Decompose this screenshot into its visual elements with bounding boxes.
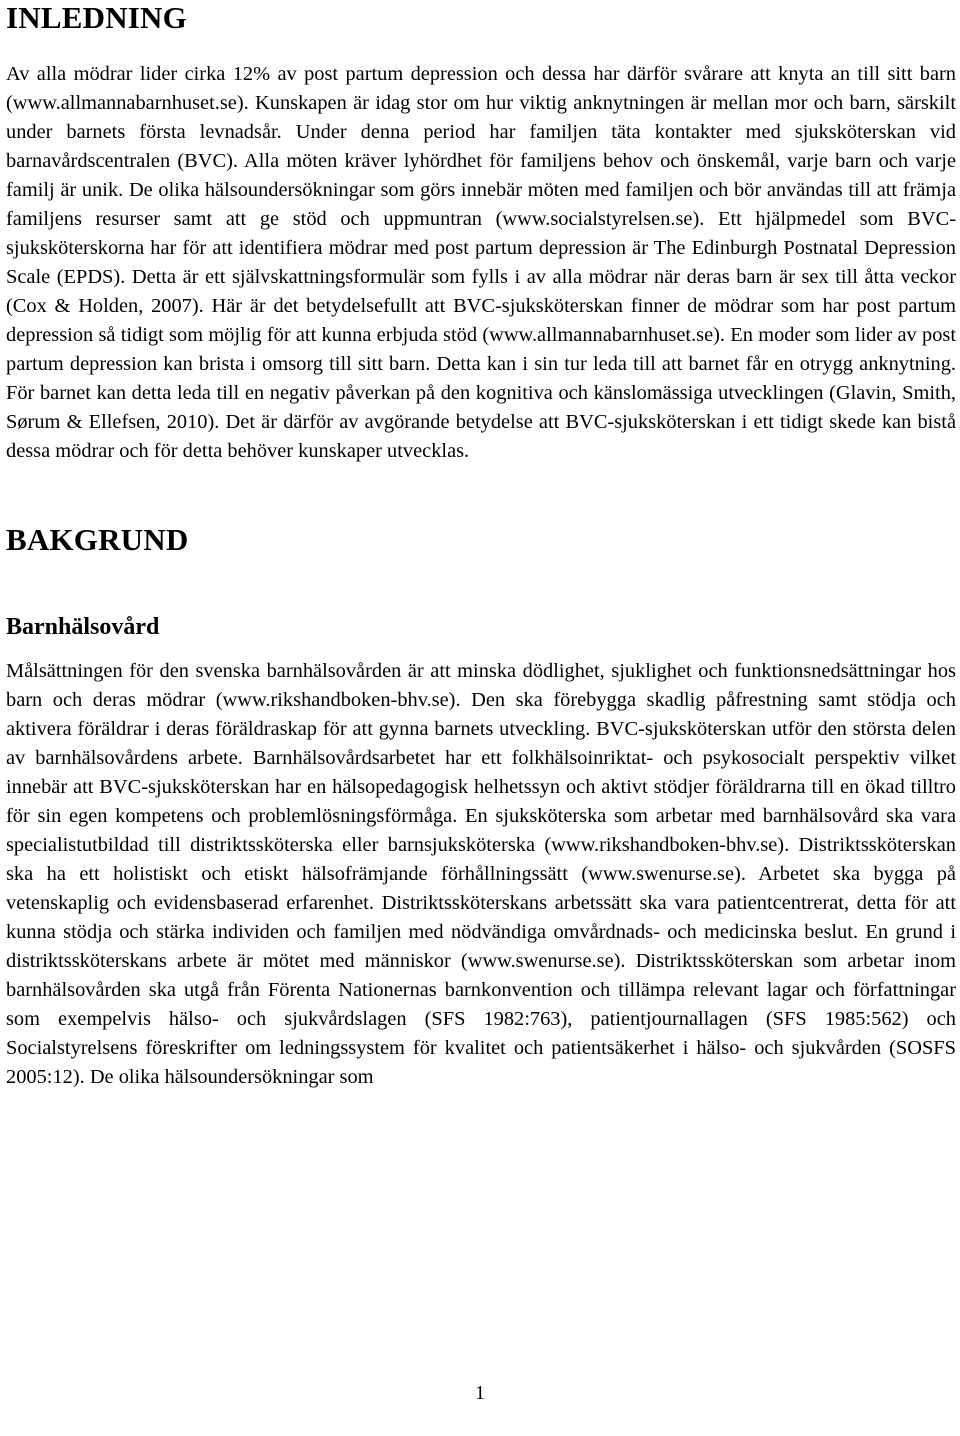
subsection-heading-barnhalsovard: Barnhälsovård: [6, 614, 160, 640]
page-number: 1: [475, 1382, 485, 1404]
section-heading-bakgrund: BAKGRUND: [6, 522, 189, 557]
section-heading-inledning: INLEDNING: [6, 0, 187, 35]
barnhalsovard-paragraph: Målsättningen för den svenska barnhälsovården är att minska dödlighet, sjuklighet och funktionsnedsättningar hos barn och deras mödrar (www.rikshandboken-bhv.se). Den ska förebygga skadlig påfrestning samt stödja och aktivera föräldrar i deras föräldraskap för att gynna barnets utveckling. BVC-sjuksköterskan utför den största delen av barnhälsovårdens arbete. Barnhälsovårdsarbetet har ett folkhälsoinriktat- och psykosocialt perspektiv vilket innebär att BVC-sjuksköterskan har en hälsopedagogisk helhetssyn och aktivt stödjer föräldrarna till en ökad tilltro för sin egen kompetens och problemlösningsförmåga. En sjuksköterska som arbetar med barnhälsovård ska vara specialistutbildad till distriktssköterska eller barnsjuksköterska (www.rikshandboken-bhv.se). Distriktssköterskan ska ha ett holistiskt och etiskt hälsofrämjande förhållningssätt (www.swenurse.se). Arbetet ska bygga på vetenskaplig och evidensbaserad erfarenhet. Distriktssköterskans arbetssätt ska vara patientcentrerat, detta för att kunna stödja och stärka individen och familjen med nödvändiga omvårdnads- och medicinska beslut. En grund i distriktssköterskans arbete är mötet med människor (www.swenurse.se). Distriktssköterskan som arbetar inom barnhälsovården ska utgå från Förenta Nationernas barnkonvention och tillämpa relevant lagar och författningar som exempelvis hälso- och sjukvårdslagen (SFS 1982:763), patientjournallagen (SFS 1985:562) och Socialstyrelsens föreskrifter om ledningssystem för kvalitet och patientsäkerhet i hälso- och sjukvården (SOSFS 2005:12). De olika hälsoundersökningar som: [6, 660, 956, 1088]
section-intro: [6, 0, 956, 466]
document-page: [6, 0, 956, 1092]
section-background: [6, 522, 956, 1092]
intro-paragraph: Av alla mödrar lider cirka 12% av post partum depression och dessa har därför svårare att knyta an till sitt barn (www.allmannabarnhuset.se). Kunskapen är idag stor om hur viktig anknytningen är mellan mor och barn, särskilt under barnets första levnadsår. Under denna period har familjen täta kontakter med sjuksköterskan vid barnavårdscentralen (BVC). Alla möten kräver lyhördhet för familjens behov och önskemål, varje barn och varje familj är unik. De olika hälsoundersökningar som görs innebär möten med familjen och bör användas till att främja familjens resurser samt att ge stöd och uppmuntran (www.socialstyrelsen.se). Ett hjälpmedel som BVC-sjuksköterskorna har för att identifiera mödrar med post partum depression är The Edinburgh Postnatal Depression Scale (EPDS). Detta är ett självskattningsformulär som fylls i av alla mödrar när deras barn är sex till åtta veckor (Cox & Holden, 2007). Här är det betydelsefullt att BVC-sjuksköterskan finner de mödrar som har post partum depression så tidigt som möjlig för att kunna erbjuda stöd (www.allmannabarnhuset.se). En moder som lider av post partum depression kan brista i omsorg till sitt barn. Detta kan i sin tur leda till att barnet får en otrygg anknytning. För barnet kan detta leda till en negativ påverkan på den kognitiva och känslomässiga utvecklingen (Glavin, Smith, Sørum & Ellefsen, 2010). Det är därför av avgörande betydelse att BVC-sjuksköterskan i ett tidigt skede kan bistå dessa mödrar och för detta behöver kunskaper utvecklas.: [6, 63, 956, 462]
